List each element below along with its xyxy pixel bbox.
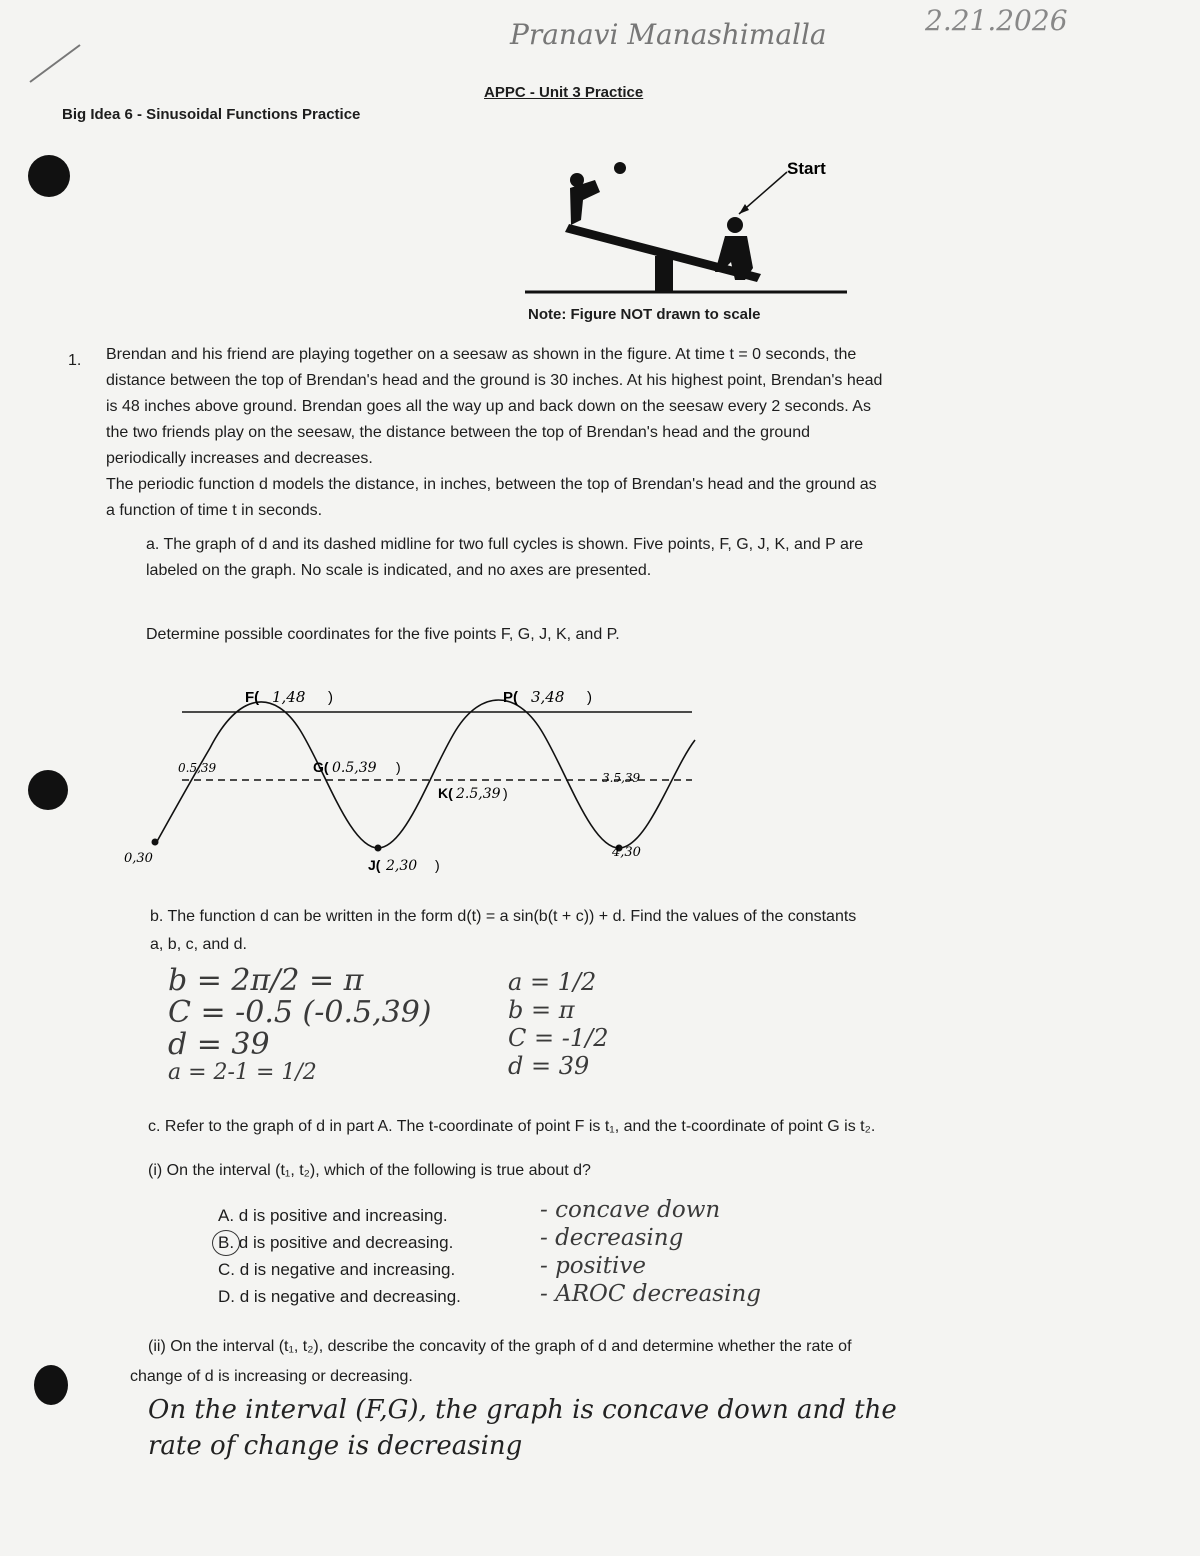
start-label: Start bbox=[787, 159, 826, 178]
part-c-sub-ii: (ii) On the interval (t₁, t₂), describe the concavity of the graph of d and determine whether the rate of bbox=[148, 1338, 852, 1355]
part-c-prompt: c. Refer to the graph of d in part A. The t-coordinate of point F is t₁, and the t-coordinate of point G is t₂. bbox=[148, 1118, 876, 1135]
option-b-text: B. d is positive and decreasing. bbox=[218, 1233, 454, 1252]
close-F: ) bbox=[328, 689, 333, 706]
work-line: b = π bbox=[508, 996, 575, 1024]
answer-K: 2.5,39 bbox=[456, 786, 501, 802]
point-J bbox=[375, 845, 382, 852]
figure-note: Note: Figure NOT drawn to scale bbox=[528, 306, 761, 323]
question-line: a function of time t in seconds. bbox=[106, 502, 323, 519]
note-line: - positive bbox=[540, 1253, 647, 1279]
label-P: P( bbox=[503, 689, 518, 706]
answer-G: 0.5,39 bbox=[332, 760, 377, 776]
part-a-prompt: Determine possible coordinates for the five points F, G, J, K, and P. bbox=[146, 626, 620, 643]
close-G: ) bbox=[396, 759, 401, 775]
close-J: ) bbox=[435, 857, 440, 873]
work-line: d = 39 bbox=[508, 1052, 590, 1080]
annotation-start-mid: 0.5,39 bbox=[178, 761, 217, 775]
hole-punch-middle bbox=[28, 770, 68, 810]
part-c-sub-i: (i) On the interval (t₁, t₂), which of the following is true about d? bbox=[148, 1162, 591, 1179]
note-line: - AROC decreasing bbox=[540, 1281, 762, 1307]
answer-line: On the interval (F,G), the graph is concave down and the bbox=[148, 1395, 897, 1425]
big-idea-title: Big Idea 6 - Sinusoidal Functions Practice bbox=[62, 106, 361, 123]
part-a-line: labeled on the graph. No scale is indicated, and no axes are presented. bbox=[146, 562, 652, 579]
annotation-end-mid: 3.5,39 bbox=[602, 771, 641, 785]
annotation-end-min: 4,30 bbox=[612, 845, 641, 860]
question-line: distance between the top of Brendan's head and the ground is 30 inches. At his highest point, Brendan's head bbox=[106, 372, 883, 389]
note-line: - decreasing bbox=[540, 1225, 684, 1251]
part-a-text bbox=[146, 532, 1146, 584]
label-J: J( bbox=[368, 857, 381, 873]
part-b-work-right bbox=[508, 968, 608, 1080]
question-line: Brendan and his friend are playing together on a seesaw as shown in the figure. At time t = 0 seconds, the bbox=[106, 346, 857, 363]
option-c[interactable]: C. d is negative and increasing. bbox=[218, 1260, 456, 1279]
annotation-start: 0,30 bbox=[124, 851, 153, 866]
question-line: is 48 inches above ground. Brendan goes all the way up and back down on the seesaw every 2 seconds. As bbox=[106, 398, 871, 415]
work-line: C = -0.5 (-0.5,39) bbox=[168, 995, 432, 1030]
answer-J: 2,30 bbox=[386, 858, 418, 874]
part-b-prompt: b. The function d can be written in the form d(t) = a sin(b(t + c)) + d. Find the values of the constants bbox=[150, 908, 857, 925]
question-line: periodically increases and decreases. bbox=[106, 450, 373, 467]
start-point bbox=[152, 839, 159, 846]
close-K: ) bbox=[503, 785, 508, 801]
work-line: a = 2-1 = 1/2 bbox=[168, 1060, 317, 1085]
hole-punch-top bbox=[28, 155, 70, 197]
hole-punch-bottom bbox=[34, 1365, 68, 1405]
handwritten-date: 2.21.2026 bbox=[925, 4, 1068, 37]
part-b-prompt-2: a, b, c, and d. bbox=[150, 936, 247, 953]
work-line: d = 39 bbox=[168, 1027, 270, 1062]
question-number: 1. bbox=[68, 352, 82, 369]
close-P: ) bbox=[587, 689, 592, 706]
part-c-answer bbox=[148, 1392, 897, 1464]
work-line: a = 1/2 bbox=[508, 968, 597, 996]
work-line: C = -1/2 bbox=[508, 1024, 609, 1052]
answer-F: 1,48 bbox=[272, 688, 306, 706]
question-text bbox=[106, 342, 1146, 524]
part-c-notes bbox=[540, 1196, 761, 1308]
seesaw-figure bbox=[525, 150, 855, 300]
answer-line: rate of change is decreasing bbox=[148, 1431, 523, 1461]
question-line: the two friends play on the seesaw, the distance between the top of Brendan's head and the ground bbox=[106, 424, 810, 441]
option-d[interactable]: D. d is negative and decreasing. bbox=[218, 1287, 461, 1306]
work-line: b = 2π/2 = π bbox=[168, 963, 364, 998]
label-G: G( bbox=[313, 759, 329, 775]
sinusoid-graph bbox=[110, 670, 730, 885]
pencil-mark bbox=[25, 40, 85, 85]
note-line: - concave down bbox=[540, 1197, 721, 1223]
course-title: APPC - Unit 3 Practice bbox=[484, 84, 644, 101]
option-a[interactable]: A. d is positive and increasing. bbox=[218, 1206, 448, 1225]
answer-P: 3,48 bbox=[531, 688, 565, 706]
option-b[interactable] bbox=[218, 1229, 461, 1256]
part-c-sub-ii-2: change of d is increasing or decreasing. bbox=[130, 1368, 413, 1385]
student-name: Pranavi Manashimalla bbox=[510, 18, 827, 51]
multiple-choice-options bbox=[218, 1202, 461, 1310]
question-line: The periodic function d models the distance, in inches, between the top of Brendan's head and the ground as bbox=[106, 476, 877, 493]
part-b-work-left bbox=[168, 965, 432, 1085]
selected-circle bbox=[212, 1230, 240, 1256]
label-K: K( bbox=[438, 785, 453, 801]
part-a-line: a. The graph of d and its dashed midline for two full cycles is shown. Five points, F, G, J, K, and P are bbox=[146, 536, 864, 553]
label-F: F( bbox=[245, 689, 260, 706]
